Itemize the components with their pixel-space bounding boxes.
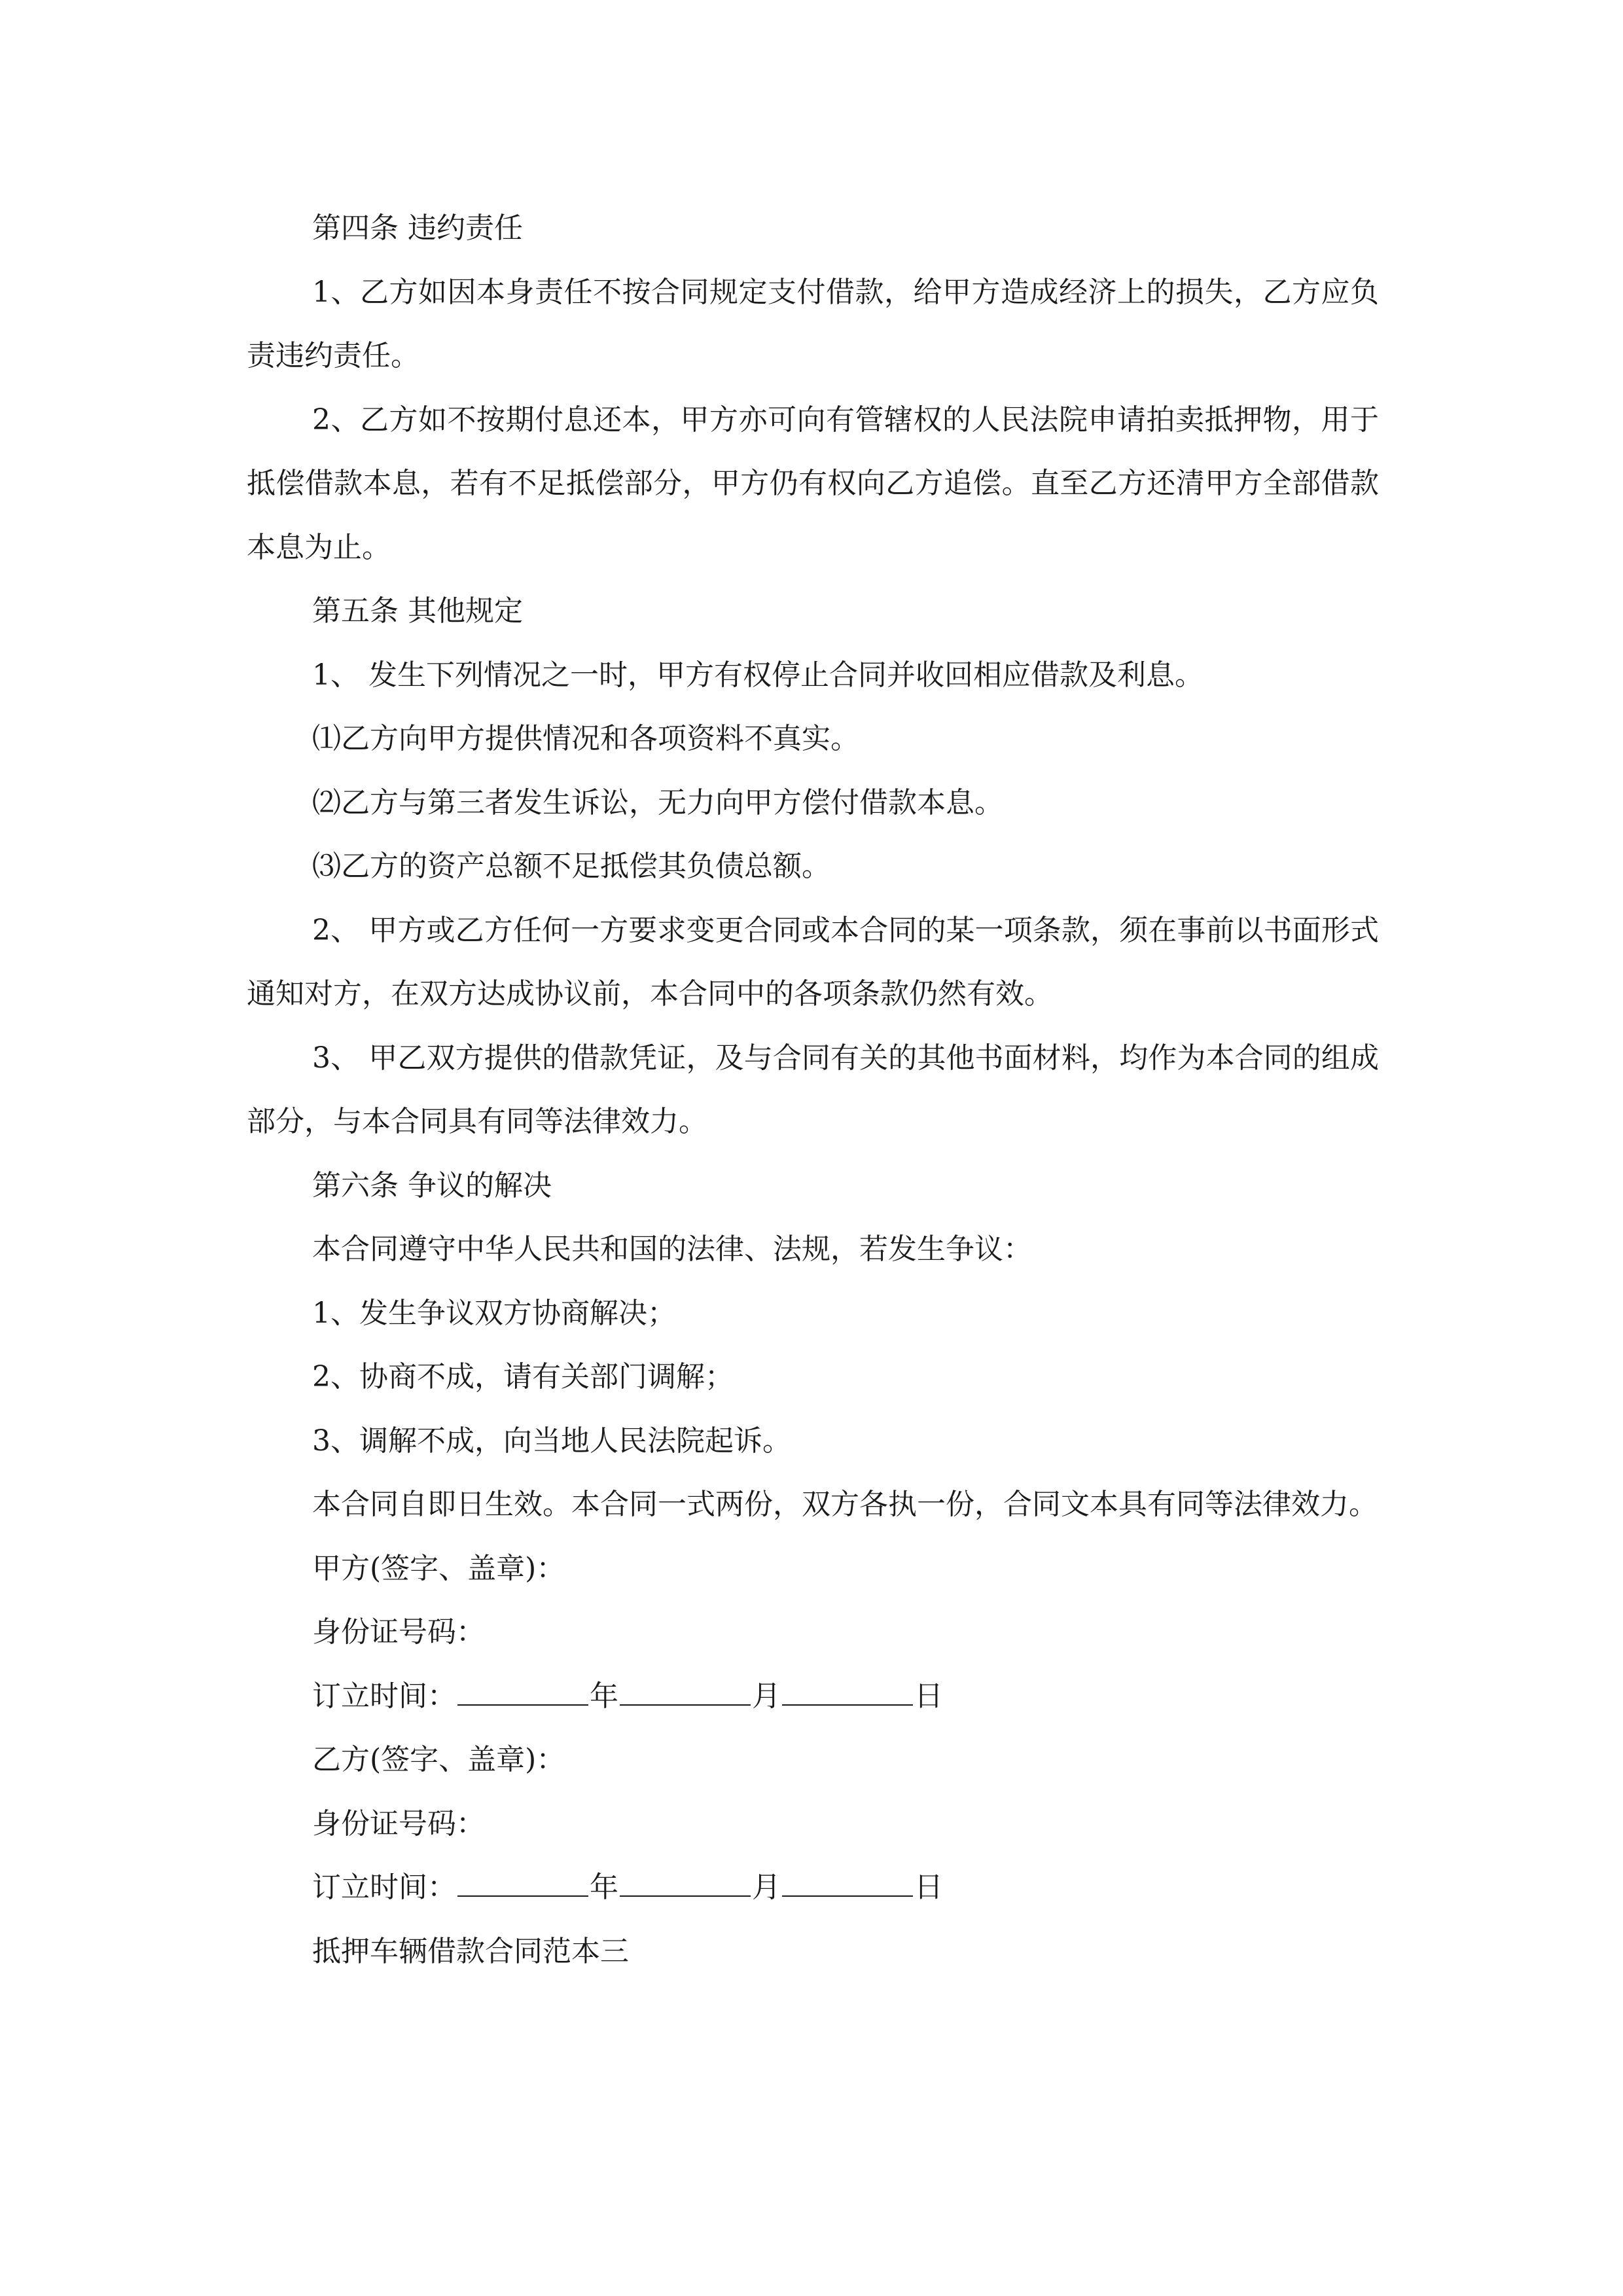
year-blank[interactable] [457,1673,588,1706]
effective-clause: 本合同自即日生效。本合同一式两份，双方各执一份，合同文本具有同等法律效力。 [312,1488,1378,1521]
date-label: 订立时间： [312,1679,456,1713]
article-6-item-3: 3、调解不成，向当地人民法院起诉。 [312,1424,791,1458]
party-a-id-label: 身份证号码： [312,1615,485,1649]
article-6-item-2: 2、协商不成，请有关部门调解； [312,1360,734,1393]
article-4-clause-2: 2、乙方如不按期付息还本，甲方亦可向有管辖权的人民法院申请拍卖抵押物，用于抵偿借款本息，若有不足抵偿部分，甲方仍有权向乙方追偿。直至乙方还清甲方全部借款本息为止。 [247,403,1379,564]
article-5-clause-3: 3、 甲乙双方提供的借款凭证，及与合同有关的其他书面材料，均作为本合同的组成部分，与本合同具有同等法律效力。 [247,1041,1379,1138]
month-label: 月 [752,1871,781,1904]
day-blank[interactable] [782,1673,913,1706]
article-5-item-1: ⑴乙方向甲方提供情况和各项资料不真实。 [312,722,859,755]
party-a-signature-label: 甲方(签字、盖章)： [312,1551,565,1585]
day-blank[interactable] [782,1864,913,1897]
article-5-heading: 第五条 其他规定 [312,594,523,628]
day-label: 日 [914,1679,943,1713]
year-label: 年 [590,1679,618,1713]
contract-body [247,196,1379,1983]
article-4-heading: 第四条 违约责任 [312,211,523,245]
party-b-id-label: 身份证号码： [312,1806,485,1840]
day-label: 日 [914,1871,943,1904]
article-5-item-2: ⑵乙方与第三者发生诉讼，无力向甲方偿付借款本息。 [312,785,1003,819]
party-b-signature-label: 乙方(签字、盖章)： [312,1743,565,1776]
article-5-clause-2: 2、 甲方或乙方任何一方要求变更合同或本合同的某一项条款，须在事前以书面形式通知对方，在双方达成协议前，本合同中的各项条款仍然有效。 [247,913,1379,1011]
party-b-date-line [247,1856,1379,1920]
party-a-date-line [247,1664,1379,1729]
year-blank[interactable] [457,1864,588,1897]
month-blank[interactable] [620,1864,751,1897]
month-label: 月 [752,1679,781,1713]
article-5-clause-1: 1、 发生下列情况之一时，甲方有权停止合同并收回相应借款及利息。 [312,658,1204,692]
year-label: 年 [590,1871,618,1904]
article-6-item-1: 1、发生争议双方协商解决； [312,1296,676,1330]
month-blank[interactable] [620,1673,751,1706]
article-6-heading: 第六条 争议的解决 [312,1168,552,1202]
date-label: 订立时间： [312,1871,456,1904]
article-4-clause-1: 1、乙方如因本身责任不按合同规定支付借款，给甲方造成经济上的损失，乙方应负责违约责任。 [247,275,1379,372]
article-6-intro: 本合同遵守中华人民共和国的法律、法规，若发生争议： [312,1232,1032,1266]
next-section-title: 抵押车辆借款合同范本三 [312,1934,629,1968]
article-5-item-3: ⑶乙方的资产总额不足抵偿其负债总额。 [312,850,830,883]
